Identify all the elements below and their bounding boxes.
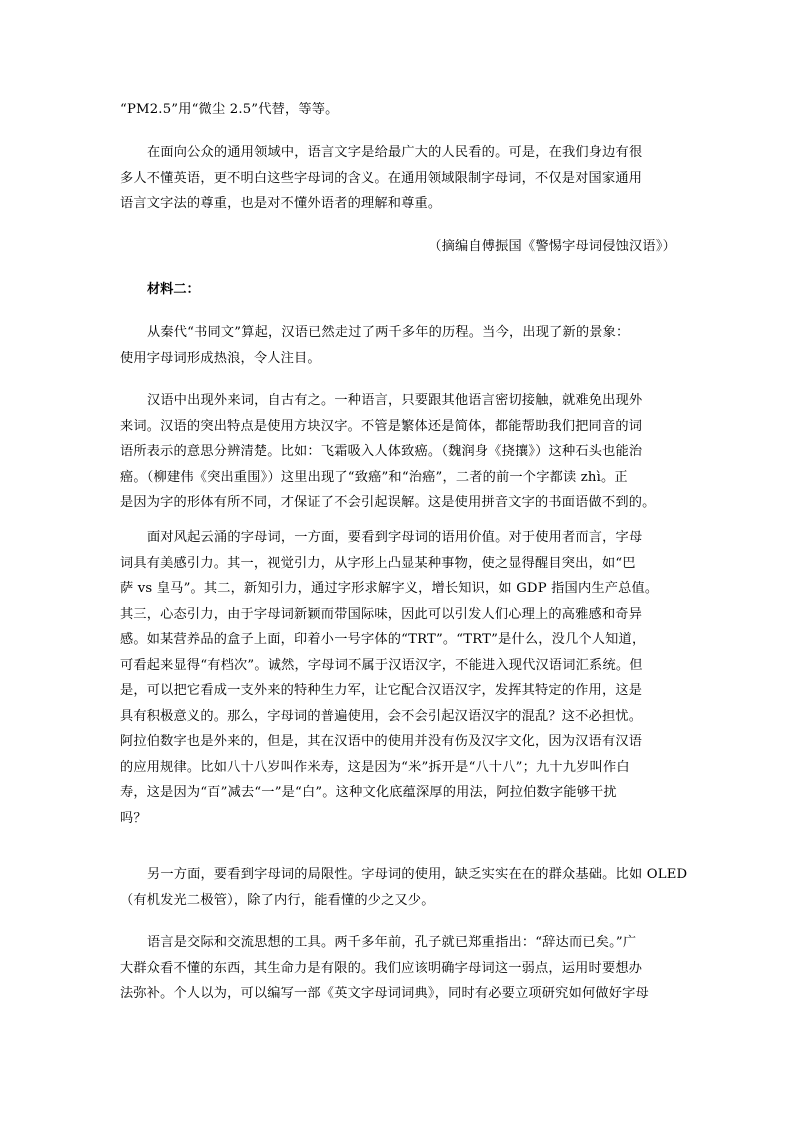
paragraph-4 bbox=[120, 525, 680, 831]
text-line: 在面向公众的通用领域中，语言文字是给最广大的人民看的。可是，在我们身边有很 bbox=[147, 145, 643, 160]
text-line: 可看起来显得“有档次”。诚然，字母词不属于汉语汉字，不能进入现代汉语词汇系统。但 bbox=[120, 657, 643, 673]
text-line: 从秦代“书同文”算起，汉语已然走过了两千多年的历程。当今，出现了新的景象： bbox=[147, 325, 630, 340]
text-line: 使用字母词形成热浪，令人注目。 bbox=[120, 350, 321, 366]
text-line: 来词。汉语的突出特点是使用方块汉字。不管是繁体还是简体，都能帮助我们把同音的词 bbox=[120, 418, 643, 434]
paragraph-5 bbox=[120, 862, 688, 913]
text-line: 词具有美感引力。其一，视觉引力，从字形上凸显某种事物，使之显得醒目突出，如“巴 bbox=[120, 555, 636, 571]
text-line: 癌。（柳建伟《突出重围》）这里出现了“致癌”和“治癌”，二者的前一个字都读 zhì。正 bbox=[120, 469, 628, 485]
text-line: 大群众看不懂的东西，其生命力是有限的。我们应该明确字母词这一弱点，运用时要想办 bbox=[120, 960, 643, 976]
paragraph-6 bbox=[120, 930, 680, 1007]
text-line: 多人不懂英语，更不明白这些字母词的含义。在通用领域限制字母词，不仅是对国家通用 bbox=[120, 170, 643, 186]
text-line: 是，可以把它看成一支外来的特种生力军，让它配合汉语汉字，发挥其特定的作用，这是 bbox=[120, 683, 643, 698]
paragraph-3 bbox=[120, 388, 680, 516]
text-line: 阿拉伯数字也是外来的，但是，其在汉语中的使用并没有伤及汉字文化，因为汉语有汉语 bbox=[120, 734, 643, 749]
paragraph-0 bbox=[120, 97, 680, 123]
text-line: 其三，心态引力，由于字母词新颖而带国际味，因此可以引发人们心理上的高雅感和奇异 bbox=[120, 606, 643, 622]
text-line: 语所表示的意思分辨清楚。比如：飞霜吸入人体致癌。（魏润身《挠攘》）这种石头也能治 bbox=[120, 444, 643, 459]
text-line: 另一方面，要看到字母词的局限性。字母词的使用，缺乏实实在在的群众基础。比如 OLED bbox=[147, 867, 688, 882]
paragraph-1 bbox=[120, 140, 680, 217]
text-line: 语言是交际和交流思想的工具。两千多年前，孔子就已郑重指出：“辞达而已矣。”广 bbox=[147, 935, 637, 950]
text-line: 的应用规律。比如八十八岁叫作米寿，这是因为“米”拆开是“八十八”；九十九岁叫作白 bbox=[120, 759, 630, 775]
text-line: 语言文字法的尊重，也是对不懂外语者的理解和尊重。 bbox=[120, 196, 442, 211]
paragraph-2 bbox=[120, 320, 680, 371]
text-line: 法弥补。个人以为，可以编写一部《英文字母词词典》，同时有必要立项研究如何做好字母 bbox=[120, 986, 649, 1001]
text-line: 感。如某营养品的盒子上面，印着小一号字体的“TRT”。“TRT”是什么，没几个人知道， bbox=[120, 632, 646, 647]
source-citation-1: （摘编自傅振国《警惕字母词侵蚀汉语》） bbox=[428, 239, 676, 254]
text-line: 是因为字的形体有所不同，才保证了不会引起误解。这是使用拼音文字的书面语做不到的。 bbox=[120, 495, 656, 510]
text-line: 汉语中出现外来词，自古有之。一种语言，只要跟其他语言密切接触，就难免出现外 bbox=[147, 393, 643, 408]
text-line: 面对风起云涌的字母词，一方面，要看到字母词的语用价值。对于使用者而言，字母 bbox=[147, 530, 643, 545]
text-line: 萨 vs 皇马”。其二，新知引力，通过字形求解字义，增长知识，如 GDP 指国内生产总值。 bbox=[120, 581, 659, 596]
text-line: （有机发光二极管），除了内行，能看懂的少之又少。 bbox=[120, 892, 435, 908]
text-line: 具有积极意义的。那么，字母词的普遍使用，会不会引起汉语汉字的混乱？这不必担忧。 bbox=[120, 708, 643, 724]
text-line: 寿，这是因为“百”减去“一”是“白”。这种文化底蕴深厚的用法，阿拉伯数字能够干扰 bbox=[120, 785, 617, 800]
text-line: “PM2.5”用“微尘 2.5”代替，等等。 bbox=[120, 102, 339, 117]
section-heading-material-2: 材料二： bbox=[147, 282, 200, 297]
text-line: 吗？ bbox=[120, 810, 147, 826]
